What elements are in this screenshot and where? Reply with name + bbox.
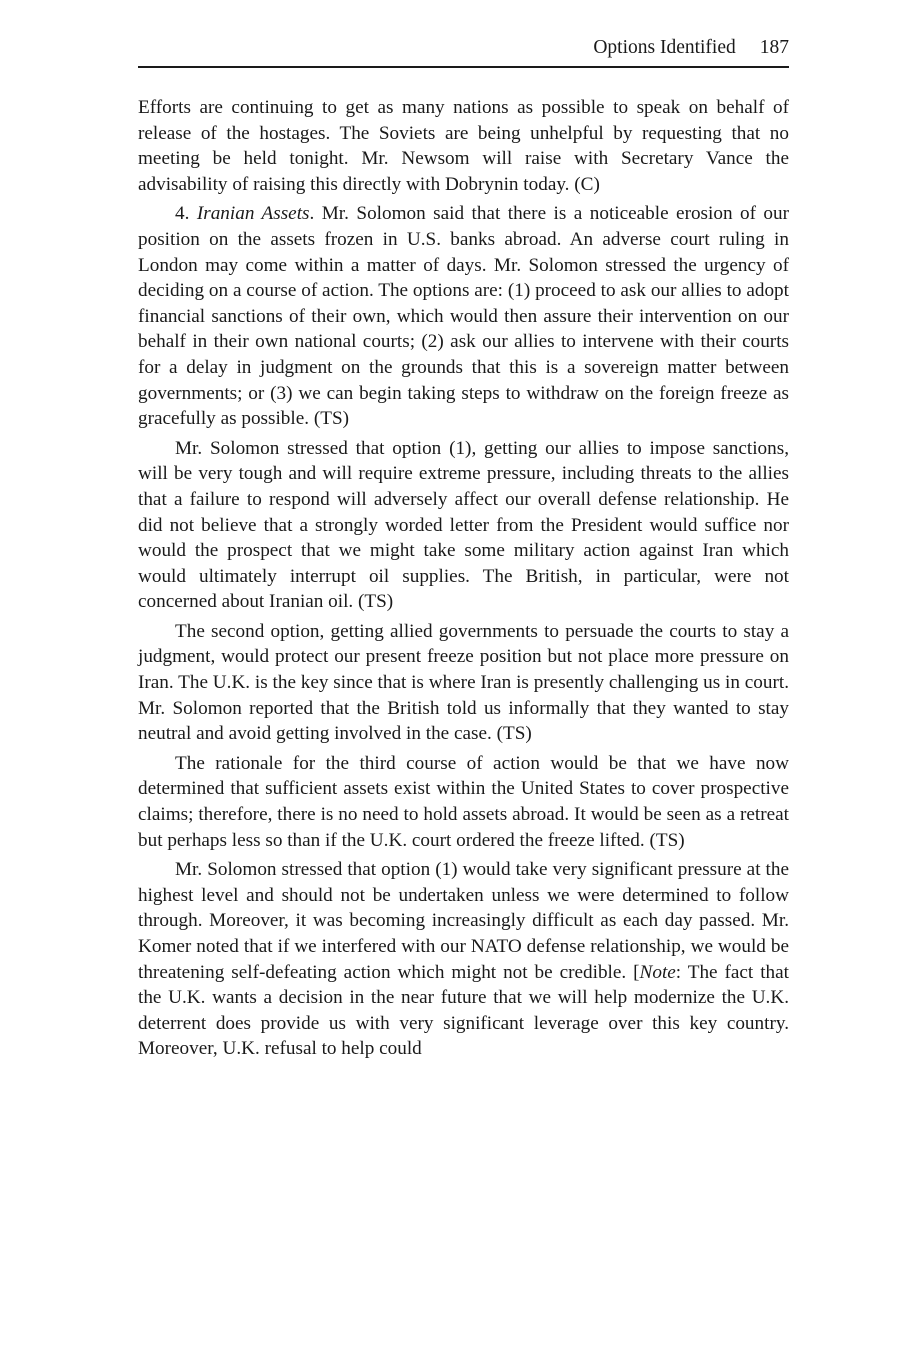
item-heading: Iranian Assets bbox=[196, 203, 310, 225]
paragraph-text: The rationale for the third course of action would be that we have now determined that sufficient assets exist within the United States to cover prospective claims; therefore, there is no need to hold assets abroad. It would be seen as a retreat but perhaps less so than if the U.K. court ordered the freeze lifted. (TS) bbox=[138, 752, 789, 851]
paragraph-6 bbox=[138, 857, 789, 1062]
paragraph-text: Mr. Solomon stressed that option (1), getting our allies to impose sanctions, will be very tough and will require extreme pressure, including threats to the allies that a failure to respond will adversely affect our overall defense relationship. He did not believe that a strongly worded letter from the President would suffice nor would the prospect that we might take some military action against Iran which would ultimately interrupt oil supplies. The British, in particular, were not concerned about Iranian oil. (TS) bbox=[138, 437, 789, 613]
paragraph-4 bbox=[138, 619, 789, 747]
paragraph-text: Efforts are continuing to get as many nations as possible to speak on behalf of release of the hostages. The Soviets are being unhelpful by requesting that no meeting be held tonight. Mr. Newsom will raise with Secretary Vance the advisability of raising this directly with Dobrynin today. (C) bbox=[138, 97, 789, 195]
paragraph-text: : The fact that the U.K. wants a decision in the near future that we will help modernize the U.K. deterrent does provide us with very significant leverage over this key country. Moreover, U.K. refusal to help could bbox=[138, 961, 789, 1060]
note-label: Note bbox=[639, 961, 676, 983]
paragraph-2 bbox=[138, 201, 789, 431]
paragraph-5 bbox=[138, 751, 789, 853]
document-page bbox=[138, 36, 789, 1066]
paragraph-1 bbox=[138, 95, 789, 197]
paragraph-text: Mr. Solomon stressed that option (1) would take very significant pressure at the highest level and should not be undertaken unless we were determined to follow through. Moreover, it was becoming increasingly difficult as each day passed. Mr. Komer noted that if we interfered with our NATO defense relationship, we would be threatening self-defeating action which might not be credible. [ bbox=[138, 859, 789, 983]
item-number: 4. bbox=[175, 203, 197, 225]
section-title: Options Identified bbox=[593, 37, 736, 58]
paragraph-3 bbox=[138, 436, 789, 615]
body-text bbox=[138, 95, 789, 1062]
paragraph-text: . Mr. Solomon said that there is a noticeable erosion of our position on the assets frozen in U.S. banks abroad. An adverse court ruling in London may come within a matter of days. Mr. Solomon stressed the urgency of deciding on a course of action. The options are: (1) proceed to ask our allies to adopt financial sanctions of their own, which would then assure their intervention on our behalf in their own national courts; (2) ask our allies to intervene with their courts for a delay in judgment on the grounds that this is a sovereign matter between governments; or (3) we can begin taking steps to withdraw on the foreign freeze as gracefully as possible. (TS) bbox=[138, 203, 790, 430]
page-number: 187 bbox=[759, 37, 789, 58]
paragraph-text: The second option, getting allied governments to persuade the courts to stay a judgment, would protect our present freeze position but not place more pressure on Iran. The U.K. is the key since that is where Iran is presently challenging us in court. Mr. Solomon reported that the British told us informally that they wanted to stay neutral and avoid getting involved in the case. (TS) bbox=[138, 620, 789, 745]
running-head bbox=[138, 36, 789, 68]
